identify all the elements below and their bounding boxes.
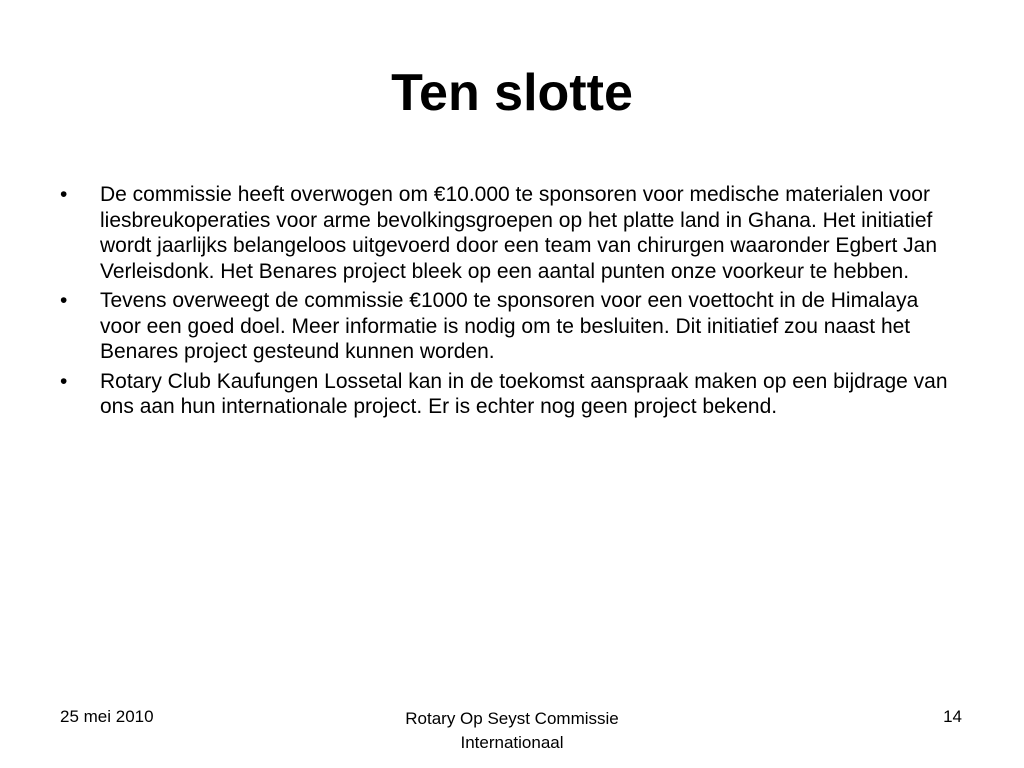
bullet-dot-icon: •: [60, 369, 68, 393]
bullet-text: Rotary Club Kaufungen Lossetal kan in de toekomst aanspraak maken op een bijdrage van ons aan hun internationale project. Er is echter nog geen project bekend.: [100, 369, 948, 418]
bullet-text: Tevens overweegt de commissie €1000 te sponsoren voor een voettocht in de Himalaya voor een goed doel. Meer informatie is nodig om te besluiten. Dit initiatief zou naast het Benares project gesteund kunnen worden.: [100, 289, 919, 363]
bullet-dot-icon: •: [60, 183, 68, 206]
footer-organization-line2: Internationaal: [460, 733, 564, 752]
footer-organization: [362, 707, 662, 755]
footer-organization-line1: Rotary Op Seyst Commissie: [405, 709, 619, 728]
slide-title: Ten slotte: [391, 64, 633, 122]
bullet-list: [60, 182, 960, 424]
footer-date: 25 mei 2010: [60, 707, 154, 726]
bullet-text: De commissie heeft overwogen om €10.000 te sponsoren voor medische materialen voor liesbreukoperaties voor arme bevolkingsgroepen op het platte land in Ghana. Het initiatief wordt jaarlijks belangeloos uitgevoerd door een team van chirurgen waaronder Egbert Jan Verleisdonk. Het Benares project bleek op een aantal punten onze voorkeur te hebben.: [100, 183, 937, 283]
bullet-item: [60, 288, 960, 365]
bullet-item: [60, 369, 960, 420]
bullet-dot-icon: •: [60, 289, 68, 312]
bullet-item: [60, 182, 960, 284]
page-number: 14: [943, 707, 962, 726]
